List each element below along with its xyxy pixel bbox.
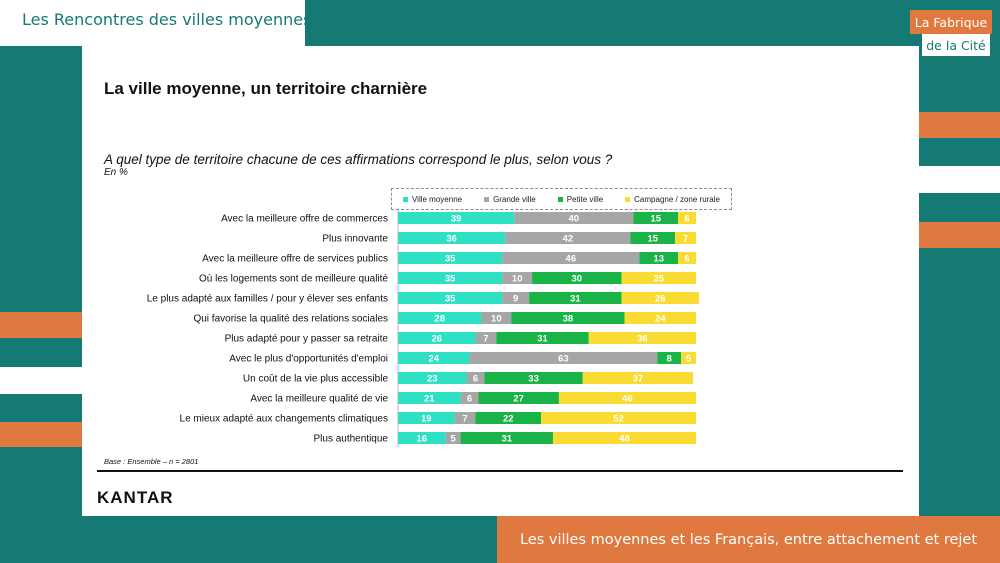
bar-value-label: 9 [513, 293, 519, 305]
category-label: Avec la meilleure offre de services publics [202, 253, 388, 265]
bar-value-label: 35 [444, 293, 456, 305]
bar-value-label: 33 [528, 373, 539, 385]
bar-value-label: 7 [462, 413, 468, 425]
bar-value-label: 27 [513, 393, 524, 405]
bar-value-label: 46 [622, 393, 633, 405]
bar-value-label: 31 [570, 293, 581, 305]
category-label: Plus innovante [322, 233, 388, 245]
bar-value-label: 6 [472, 373, 479, 385]
bar-value-label: 7 [682, 233, 689, 245]
bar-value-label: 38 [562, 313, 574, 325]
legend-label-campagne: Campagne / zone rurale [634, 194, 720, 204]
category-label: Qui favorise la qualité des relations sociales [193, 313, 388, 325]
bar-value-label: 26 [431, 333, 443, 345]
bar-value-label: 31 [537, 333, 548, 345]
base-note: Base : Ensemble – n = 2801 [104, 457, 199, 466]
bar-value-label: 5 [685, 353, 692, 365]
category-label: Où les logements sont de meilleure qualité [199, 273, 388, 285]
bar-value-label: 8 [666, 353, 672, 365]
bar-value-label: 15 [650, 213, 662, 225]
footer-rule [97, 470, 903, 472]
bar-value-label: 30 [571, 273, 583, 285]
bar-value-label: 21 [424, 393, 435, 405]
category-label: Un coût de la vie plus accessible [242, 373, 388, 385]
bar-value-label: 6 [466, 393, 473, 405]
bar-value-label: 19 [421, 413, 432, 425]
bar-value-label: 52 [613, 413, 624, 425]
bar-value-label: 35 [444, 273, 456, 285]
bar-value-label: 22 [502, 413, 514, 425]
bar-value-label: 15 [647, 233, 659, 245]
bar-value-label: 26 [654, 293, 666, 305]
kantar-logo: KANTAR [97, 488, 174, 507]
bar-value-label: 36 [637, 333, 648, 345]
brand-line-1: La Fabrique [910, 10, 992, 34]
category-label: Le mieux adapté aux changements climatiques [179, 413, 388, 425]
bar-value-label: 23 [426, 373, 438, 385]
bar-value-label: 46 [565, 253, 577, 265]
bar-value-label: 10 [491, 313, 502, 325]
bar-value-label: 42 [562, 233, 574, 245]
unit-label: En % [104, 167, 128, 178]
legend-label-grande-ville: Grande ville [493, 194, 536, 204]
bar-value-label: 5 [450, 433, 456, 445]
bar-value-label: 37 [632, 373, 644, 385]
survey-question: A quel type de territoire chacune de ces affirmations correspond le plus, selon vous ? [104, 152, 613, 167]
bar-value-label: 28 [434, 313, 446, 325]
bar-value-label: 24 [654, 313, 666, 325]
bar-value-label: 35 [444, 253, 456, 265]
bar-value-label: 40 [568, 213, 580, 225]
slide-title: La ville moyenne, un territoire charnière [104, 79, 428, 98]
bar-value-label: 16 [416, 433, 428, 445]
category-label: Avec la meilleure qualité de vie [250, 393, 388, 405]
bar-value-label: 10 [511, 273, 523, 285]
header-title: Les Rencontres des villes moyennes [22, 10, 312, 29]
bar-value-label: 48 [619, 433, 630, 445]
footer-banner: Les villes moyennes et les Français, entre attachement et rejet [497, 516, 1000, 563]
legend-label-petite-ville: Petite ville [566, 194, 604, 204]
bar-value-label: 25 [653, 273, 665, 285]
bar-value-label: 6 [684, 213, 690, 225]
bar-value-label: 6 [684, 253, 690, 265]
bar-value-label: 31 [501, 433, 513, 445]
legend-label-ville-moyenne: Ville moyenne [411, 194, 463, 204]
category-label: Avec la meilleure offre de commerces [221, 213, 388, 225]
bar-value-label: 13 [653, 253, 665, 265]
category-label: Le plus adapté aux familles / pour y élever ses enfants [146, 293, 388, 305]
brand-line-2: de la Cité [922, 34, 990, 56]
category-label: Plus adapté pour y passer sa retraite [224, 333, 388, 345]
category-label: Plus authentique [313, 433, 388, 445]
bar-value-label: 36 [446, 233, 457, 245]
bar-value-label: 7 [483, 333, 489, 345]
category-label: Avec le plus d'opportunités d'emploi [229, 353, 388, 365]
bar-value-label: 24 [428, 353, 440, 365]
bar-value-label: 39 [450, 213, 462, 225]
bar-value-label: 63 [558, 353, 569, 365]
